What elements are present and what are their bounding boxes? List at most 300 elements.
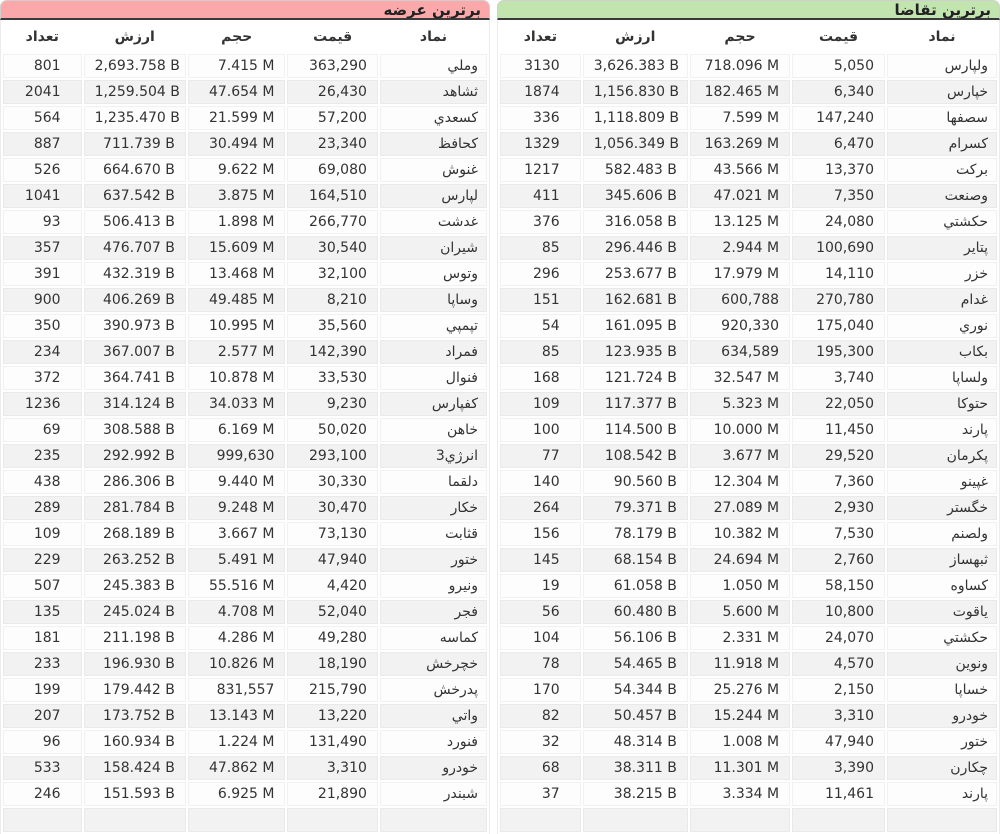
value-cell: 50.457 B	[583, 704, 688, 728]
table-row[interactable]	[3, 158, 487, 182]
symbol-cell[interactable]: خكار	[380, 496, 487, 520]
price-cell: 33,530	[287, 366, 377, 390]
symbol-cell[interactable]: شيران	[380, 236, 487, 260]
top-supply-body	[0, 20, 490, 834]
value-cell: 1,118.809 B	[583, 106, 688, 130]
volume-cell: 47.654 M	[188, 80, 286, 104]
price-cell: 175,040	[792, 314, 885, 338]
table-row[interactable]	[3, 496, 487, 520]
volume-cell: 9.622 M	[188, 158, 286, 182]
table-row[interactable]	[500, 340, 997, 364]
empty-cell	[690, 808, 790, 832]
price-cell: 13,220	[287, 704, 377, 728]
price-cell: 52,040	[287, 600, 377, 624]
symbol-cell[interactable]: ثبهساز	[887, 548, 997, 572]
table-row[interactable]	[3, 548, 487, 572]
symbol-cell[interactable]: خاهن	[380, 418, 487, 442]
price-cell: 164,510	[287, 184, 377, 208]
price-cell: 142,390	[287, 340, 377, 364]
symbol-cell[interactable]: قثابت	[380, 522, 487, 546]
symbol-cell[interactable]: وتوس	[380, 262, 487, 286]
top-demand-body	[497, 20, 1000, 834]
table-row[interactable]	[3, 730, 487, 754]
empty-cell	[583, 808, 688, 832]
volume-cell: 11.918 M	[690, 652, 790, 676]
table-row[interactable]	[500, 392, 997, 416]
count-cell: 233	[3, 652, 82, 676]
count-cell: 526	[3, 158, 82, 182]
count-cell: 68	[500, 756, 581, 780]
count-cell: 104	[500, 626, 581, 650]
price-cell: 47,940	[287, 548, 377, 572]
table-row[interactable]	[500, 470, 997, 494]
count-cell: 3130	[500, 54, 581, 78]
symbol-cell[interactable]: پدرخش	[380, 678, 487, 702]
table-row[interactable]	[3, 678, 487, 702]
count-cell: 357	[3, 236, 82, 260]
count-cell: 246	[3, 782, 82, 806]
count-cell: 135	[3, 600, 82, 624]
symbol-cell[interactable]: كسرام	[887, 132, 997, 156]
price-cell: 195,300	[792, 340, 885, 364]
value-cell: 316.058 B	[583, 210, 688, 234]
count-cell: 140	[500, 470, 581, 494]
table-row[interactable]	[500, 522, 997, 546]
symbol-cell[interactable]: نوري	[887, 314, 997, 338]
table-row[interactable]	[500, 626, 997, 650]
symbol-cell[interactable]: پتاير	[887, 236, 997, 260]
symbol-cell[interactable]: چكارن	[887, 756, 997, 780]
table-row[interactable]	[3, 418, 487, 442]
count-cell: 564	[3, 106, 82, 130]
volume-cell: 27.089 M	[690, 496, 790, 520]
table-row[interactable]	[500, 782, 997, 806]
count-cell: 234	[3, 340, 82, 364]
symbol-cell[interactable]: خودرو	[887, 704, 997, 728]
table-row[interactable]	[500, 548, 997, 572]
count-cell: 391	[3, 262, 82, 286]
price-cell: 57,200	[287, 106, 377, 130]
value-cell: 196.930 B	[84, 652, 186, 676]
count-cell: 900	[3, 288, 82, 312]
value-cell: 3,626.383 B	[583, 54, 688, 78]
volume-cell: 2.577 M	[188, 340, 286, 364]
symbol-cell[interactable]: فجر	[380, 600, 487, 624]
table-row[interactable]	[3, 288, 487, 312]
column-header-symbol: نماد	[380, 22, 487, 52]
empty-cell	[287, 808, 377, 832]
symbol-cell[interactable]: حتوكا	[887, 392, 997, 416]
symbol-cell[interactable]: كفپارس	[380, 392, 487, 416]
count-cell: 151	[500, 288, 581, 312]
symbol-cell[interactable]: غدام	[887, 288, 997, 312]
count-cell: 1217	[500, 158, 581, 182]
volume-cell: 10.878 M	[188, 366, 286, 390]
volume-cell: 30.494 M	[188, 132, 286, 156]
symbol-cell[interactable]: بركت	[887, 158, 997, 182]
symbol-cell[interactable]: كحافظ	[380, 132, 487, 156]
symbol-cell[interactable]: انرژي3	[380, 444, 487, 468]
top-supply-rows	[3, 54, 487, 832]
count-cell: 289	[3, 496, 82, 520]
volume-cell: 1.224 M	[188, 730, 286, 754]
count-cell: 533	[3, 756, 82, 780]
table-row[interactable]	[500, 236, 997, 260]
table-row[interactable]	[3, 236, 487, 260]
value-cell: 1,259.504 B	[84, 80, 186, 104]
table-row[interactable]	[500, 262, 997, 286]
price-cell: 7,350	[792, 184, 885, 208]
value-cell: 1,156.830 B	[583, 80, 688, 104]
price-cell: 215,790	[287, 678, 377, 702]
count-cell: 156	[500, 522, 581, 546]
price-cell: 35,560	[287, 314, 377, 338]
volume-cell: 13.143 M	[188, 704, 286, 728]
volume-cell: 11.301 M	[690, 756, 790, 780]
table-row[interactable]	[3, 314, 487, 338]
price-cell: 363,290	[287, 54, 377, 78]
table-row[interactable]	[3, 574, 487, 598]
symbol-cell[interactable]: غپينو	[887, 470, 997, 494]
table-row[interactable]	[3, 184, 487, 208]
price-cell: 23,340	[287, 132, 377, 156]
value-cell: 162.681 B	[583, 288, 688, 312]
volume-cell: 47.021 M	[690, 184, 790, 208]
value-cell: 79.371 B	[583, 496, 688, 520]
price-cell: 147,240	[792, 106, 885, 130]
value-cell: 281.784 B	[84, 496, 186, 520]
count-cell: 168	[500, 366, 581, 390]
table-row[interactable]	[500, 158, 997, 182]
symbol-cell[interactable]: خچرخش	[380, 652, 487, 676]
symbol-cell[interactable]: ولپارس	[887, 54, 997, 78]
price-cell: 100,690	[792, 236, 885, 260]
value-cell: 1,056.349 B	[583, 132, 688, 156]
symbol-cell[interactable]: ولصنم	[887, 522, 997, 546]
table-row[interactable]	[500, 366, 997, 390]
value-cell: 308.588 B	[84, 418, 186, 442]
volume-cell: 12.304 M	[690, 470, 790, 494]
volume-cell: 10.000 M	[690, 418, 790, 442]
count-cell: 2041	[3, 80, 82, 104]
count-cell: 69	[3, 418, 82, 442]
count-cell: 264	[500, 496, 581, 520]
price-cell: 6,470	[792, 132, 885, 156]
price-cell: 14,110	[792, 262, 885, 286]
table-row[interactable]	[500, 496, 997, 520]
table-row[interactable]	[3, 210, 487, 234]
volume-cell: 10.995 M	[188, 314, 286, 338]
table-row-clipped	[500, 808, 997, 832]
symbol-cell[interactable]: غدشت	[380, 210, 487, 234]
value-cell: 367.007 B	[84, 340, 186, 364]
count-cell: 207	[3, 704, 82, 728]
count-cell: 82	[500, 704, 581, 728]
volume-cell: 920,330	[690, 314, 790, 338]
value-cell: 158.424 B	[84, 756, 186, 780]
value-cell: 314.124 B	[84, 392, 186, 416]
count-cell: 77	[500, 444, 581, 468]
price-cell: 131,490	[287, 730, 377, 754]
symbol-cell[interactable]: ثشاهد	[380, 80, 487, 104]
price-cell: 270,780	[792, 288, 885, 312]
volume-cell: 21.599 M	[188, 106, 286, 130]
price-cell: 8,210	[287, 288, 377, 312]
volume-cell: 6.169 M	[188, 418, 286, 442]
symbol-cell[interactable]: خگستر	[887, 496, 997, 520]
table-row[interactable]	[500, 314, 997, 338]
symbol-cell[interactable]: واتي	[380, 704, 487, 728]
price-cell: 7,530	[792, 522, 885, 546]
empty-cell	[84, 808, 186, 832]
price-cell: 11,450	[792, 418, 885, 442]
symbol-cell[interactable]: سصفها	[887, 106, 997, 130]
count-cell: 1874	[500, 80, 581, 104]
symbol-cell[interactable]: تپمپي	[380, 314, 487, 338]
volume-cell: 34.033 M	[188, 392, 286, 416]
volume-cell: 5.491 M	[188, 548, 286, 572]
symbol-cell[interactable]: فمراد	[380, 340, 487, 364]
volume-cell: 10.382 M	[690, 522, 790, 546]
symbol-cell[interactable]: ونيرو	[380, 574, 487, 598]
table-row[interactable]	[500, 652, 997, 676]
count-cell: 96	[3, 730, 82, 754]
count-cell: 181	[3, 626, 82, 650]
table-row[interactable]	[500, 418, 997, 442]
table-row[interactable]	[3, 54, 487, 78]
symbol-cell[interactable]: پكرمان	[887, 444, 997, 468]
price-cell: 4,570	[792, 652, 885, 676]
price-cell: 3,390	[792, 756, 885, 780]
volume-cell: 3.677 M	[690, 444, 790, 468]
value-cell: 253.677 B	[583, 262, 688, 286]
column-header-value: ارزش	[583, 22, 688, 52]
value-cell: 245.024 B	[84, 600, 186, 624]
table-row[interactable]	[3, 80, 487, 104]
volume-cell: 9.248 M	[188, 496, 286, 520]
volume-cell: 7.415 M	[188, 54, 286, 78]
table-row[interactable]	[500, 80, 997, 104]
count-cell: 145	[500, 548, 581, 572]
value-cell: 68.154 B	[583, 548, 688, 572]
table-row[interactable]	[500, 600, 997, 624]
volume-cell: 2.331 M	[690, 626, 790, 650]
symbol-cell[interactable]: وساپا	[380, 288, 487, 312]
price-cell: 2,760	[792, 548, 885, 572]
symbol-cell[interactable]: دلقما	[380, 470, 487, 494]
volume-cell: 1.898 M	[188, 210, 286, 234]
table-row[interactable]	[3, 704, 487, 728]
table-row[interactable]	[3, 470, 487, 494]
table-row[interactable]	[500, 54, 997, 78]
count-cell: 85	[500, 340, 581, 364]
volume-cell: 47.862 M	[188, 756, 286, 780]
volume-cell: 15.609 M	[188, 236, 286, 260]
symbol-cell[interactable]: خودرو	[380, 756, 487, 780]
price-cell: 2,930	[792, 496, 885, 520]
volume-cell: 13.125 M	[690, 210, 790, 234]
symbol-cell[interactable]: حكشتي	[887, 210, 997, 234]
table-row[interactable]	[500, 106, 997, 130]
table-row[interactable]	[500, 288, 997, 312]
table-row[interactable]	[3, 756, 487, 780]
value-cell: 179.442 B	[84, 678, 186, 702]
count-cell: 54	[500, 314, 581, 338]
top-supply-panel	[0, 0, 490, 834]
price-cell: 18,190	[287, 652, 377, 676]
table-row[interactable]	[3, 366, 487, 390]
column-header-price: قيمت	[792, 22, 885, 52]
symbol-cell[interactable]: لپارس	[380, 184, 487, 208]
table-row[interactable]	[3, 522, 487, 546]
empty-cell	[500, 808, 581, 832]
count-cell: 1236	[3, 392, 82, 416]
value-cell: 54.344 B	[583, 678, 688, 702]
volume-cell: 3.875 M	[188, 184, 286, 208]
volume-cell: 163.269 M	[690, 132, 790, 156]
volume-cell: 1.050 M	[690, 574, 790, 598]
symbol-cell[interactable]: كماسه	[380, 626, 487, 650]
table-row[interactable]	[3, 444, 487, 468]
count-cell: 37	[500, 782, 581, 806]
count-cell: 93	[3, 210, 82, 234]
symbol-cell[interactable]: خساپا	[887, 678, 997, 702]
table-row[interactable]	[500, 574, 997, 598]
price-cell: 9,230	[287, 392, 377, 416]
symbol-cell[interactable]: ختور	[380, 548, 487, 572]
value-cell: 390.973 B	[84, 314, 186, 338]
volume-cell: 24.694 M	[690, 548, 790, 572]
value-cell: 2,693.758 B	[84, 54, 186, 78]
symbol-cell[interactable]: كساوه	[887, 574, 997, 598]
table-row[interactable]	[3, 626, 487, 650]
count-cell: 229	[3, 548, 82, 572]
volume-cell: 6.925 M	[188, 782, 286, 806]
symbol-cell[interactable]: وملي	[380, 54, 487, 78]
volume-cell: 10.826 M	[188, 652, 286, 676]
table-row[interactable]	[3, 652, 487, 676]
value-cell: 506.413 B	[84, 210, 186, 234]
price-cell: 30,470	[287, 496, 377, 520]
price-cell: 30,330	[287, 470, 377, 494]
value-cell: 268.189 B	[84, 522, 186, 546]
value-cell: 78.179 B	[583, 522, 688, 546]
column-header-volume: حجم	[690, 22, 790, 52]
value-cell: 637.542 B	[84, 184, 186, 208]
volume-cell: 15.244 M	[690, 704, 790, 728]
symbol-cell[interactable]: كسعدي	[380, 106, 487, 130]
symbol-cell[interactable]: فنورد	[380, 730, 487, 754]
price-cell: 3,310	[287, 756, 377, 780]
price-cell: 293,100	[287, 444, 377, 468]
table-row[interactable]	[3, 340, 487, 364]
value-cell: 151.593 B	[84, 782, 186, 806]
table-row[interactable]	[500, 210, 997, 234]
volume-cell: 5.323 M	[690, 392, 790, 416]
empty-cell	[188, 808, 286, 832]
empty-cell	[3, 808, 82, 832]
empty-cell	[380, 808, 487, 832]
column-header-symbol: نماد	[887, 22, 997, 52]
symbol-cell[interactable]: ختور	[887, 730, 997, 754]
table-row[interactable]	[500, 132, 997, 156]
symbol-cell[interactable]: غنوش	[380, 158, 487, 182]
price-cell: 32,100	[287, 262, 377, 286]
symbol-cell[interactable]: ولساپا	[887, 366, 997, 390]
count-cell: 32	[500, 730, 581, 754]
symbol-cell[interactable]: خپارس	[887, 80, 997, 104]
top-demand-rows	[500, 54, 997, 832]
count-cell: 19	[500, 574, 581, 598]
value-cell: 160.934 B	[84, 730, 186, 754]
price-cell: 13,370	[792, 158, 885, 182]
price-cell: 7,360	[792, 470, 885, 494]
symbol-cell[interactable]: فنوال	[380, 366, 487, 390]
top-supply-table	[1, 20, 489, 834]
price-cell: 10,800	[792, 600, 885, 624]
empty-cell	[792, 808, 885, 832]
header-row	[500, 22, 997, 52]
table-row[interactable]	[500, 730, 997, 754]
table-row[interactable]	[500, 678, 997, 702]
header-row	[3, 22, 487, 52]
table-row[interactable]	[500, 704, 997, 728]
top-demand-panel	[497, 0, 1000, 834]
top-supply-title: برترين عرضه	[0, 0, 490, 20]
symbol-cell[interactable]: پارند	[887, 782, 997, 806]
symbol-cell[interactable]: ونوين	[887, 652, 997, 676]
table-row[interactable]	[500, 756, 997, 780]
price-cell: 24,080	[792, 210, 885, 234]
volume-cell: 55.516 M	[188, 574, 286, 598]
table-row[interactable]	[500, 444, 997, 468]
price-cell: 26,430	[287, 80, 377, 104]
count-cell: 887	[3, 132, 82, 156]
symbol-cell[interactable]: خزر	[887, 262, 997, 286]
volume-cell: 25.276 M	[690, 678, 790, 702]
count-cell: 100	[500, 418, 581, 442]
symbol-cell[interactable]: بكاب	[887, 340, 997, 364]
value-cell: 90.560 B	[583, 470, 688, 494]
table-row[interactable]	[3, 132, 487, 156]
count-cell: 376	[500, 210, 581, 234]
volume-cell: 32.547 M	[690, 366, 790, 390]
table-row[interactable]	[3, 106, 487, 130]
count-cell: 170	[500, 678, 581, 702]
price-cell: 3,740	[792, 366, 885, 390]
count-cell: 350	[3, 314, 82, 338]
count-cell: 372	[3, 366, 82, 390]
symbol-cell[interactable]: پارند	[887, 418, 997, 442]
price-cell: 73,130	[287, 522, 377, 546]
value-cell: 60.480 B	[583, 600, 688, 624]
symbol-cell[interactable]: حكشتي	[887, 626, 997, 650]
table-row[interactable]	[3, 392, 487, 416]
symbol-cell[interactable]: ياقوت	[887, 600, 997, 624]
count-cell: 85	[500, 236, 581, 260]
price-cell: 69,080	[287, 158, 377, 182]
column-header-count: تعداد	[3, 22, 82, 52]
table-row[interactable]	[3, 782, 487, 806]
value-cell: 345.606 B	[583, 184, 688, 208]
volume-cell: 4.708 M	[188, 600, 286, 624]
table-row[interactable]	[3, 262, 487, 286]
table-row[interactable]	[3, 600, 487, 624]
column-header-volume: حجم	[188, 22, 286, 52]
table-row[interactable]	[500, 184, 997, 208]
symbol-cell[interactable]: شبندر	[380, 782, 487, 806]
symbol-cell[interactable]: وصنعت	[887, 184, 997, 208]
